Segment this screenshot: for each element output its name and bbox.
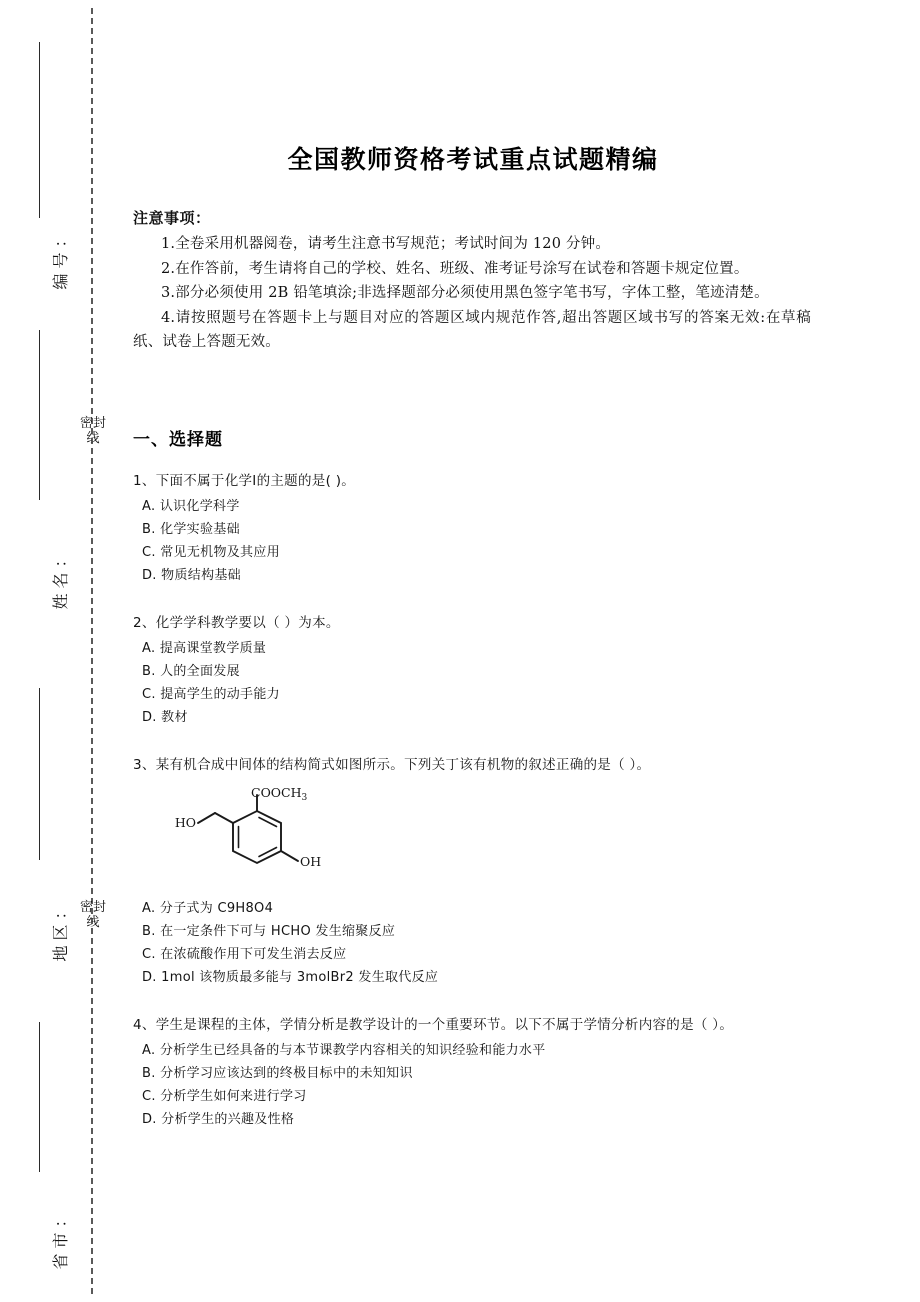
question-option[interactable]: B. 化学实验基础 xyxy=(142,522,240,537)
field-rule-diqu xyxy=(39,688,40,860)
structure-label-ester: $COOCH_3$ xyxy=(251,787,308,803)
notice-item: 4.请按照题号在答题卡上与题目对应的答题区域内规范作答,超出答题区域书写的答案无效:在草稿纸、试卷上答题无效。 xyxy=(133,309,811,350)
question-block xyxy=(133,754,811,989)
question-option[interactable]: C. 提高学生的动手能力 xyxy=(142,687,280,702)
question-option[interactable]: D. 分析学生的兴趣及性格 xyxy=(142,1112,295,1127)
question-option[interactable]: A. 分子式为 C9H8O4 xyxy=(142,901,274,916)
question-option[interactable]: A. 提高课堂教学质量 xyxy=(142,641,267,656)
field-label-diqu: 地区： xyxy=(51,898,70,962)
question-option[interactable]: C. 分析学生如何来进行学习 xyxy=(142,1089,307,1104)
question-option[interactable]: D. 物质结构基础 xyxy=(142,568,241,583)
question-block xyxy=(133,612,811,729)
field-label-bianhao: 编号： xyxy=(51,226,70,290)
notice-item: 1.全卷采用机器阅卷，请考生注意书写规范；考试时间为 120 分钟。 xyxy=(161,236,611,252)
question-option[interactable]: D. 教材 xyxy=(142,710,188,725)
question-option[interactable]: C. 在浓硫酸作用下可发生消去反应 xyxy=(142,947,347,962)
page-title: 全国教师资格考试重点试题精编 xyxy=(287,145,659,174)
question-block xyxy=(133,1014,811,1131)
question-option[interactable]: D. 1mol 该物质最多能与 3molBr2 发生取代反应 xyxy=(142,970,439,985)
question-option[interactable]: C. 常见无机物及其应用 xyxy=(142,545,280,560)
notice-heading: 注意事项： xyxy=(133,209,211,227)
seal-line-label-bottom: 密封线 xyxy=(80,900,107,930)
question-option[interactable]: A. 分析学生已经具备的与本节课教学内容相关的知识经验和能力水平 xyxy=(142,1043,546,1058)
question-option[interactable]: B. 人的全面发展 xyxy=(142,664,240,679)
field-rule-bianhao xyxy=(39,42,40,218)
question-option[interactable]: B. 在一定条件下可与 HCHO 发生缩聚反应 xyxy=(142,924,396,939)
option-list xyxy=(133,637,811,729)
seal-margin xyxy=(0,0,122,1302)
notice-item: 2.在作答前，考生请将自己的学校、姓名、班级、准考证号涂写在试卷和答题卡规定位置。 xyxy=(161,260,749,277)
field-label-xingming: 姓名： xyxy=(51,546,70,610)
seal-dashed-line xyxy=(91,8,93,1294)
section-heading: 一、选择题 xyxy=(133,430,223,450)
field-rule-shengshi xyxy=(39,1022,40,1172)
question-stem: 2、化学学科教学要以（ ）为本。 xyxy=(133,615,340,631)
question-stem: 4、学生是课程的主体，学情分析是教学设计的一个重要环节。以下不属于学情分析内容的是（ ）。 xyxy=(133,1017,734,1033)
option-list xyxy=(133,897,811,989)
question-stem: 1、下面不属于化学Ⅰ的主题的是( )。 xyxy=(133,473,356,489)
field-rule-xingming xyxy=(39,330,40,500)
seal-line-label-top: 密封线 xyxy=(80,416,107,446)
chemical-structure-diagram xyxy=(171,787,323,887)
question-list xyxy=(133,470,811,1156)
question-stem: 3、某有机合成中间体的结构简式如图所示。下列关丁该有机物的叙述正确的是（ ）。 xyxy=(133,757,651,773)
option-list xyxy=(133,495,811,587)
notice-list xyxy=(133,232,811,355)
question-option[interactable]: B. 分析学习应该达到的终极目标中的未知知识 xyxy=(142,1066,413,1081)
field-label-shengshi: 省市： xyxy=(51,1206,70,1270)
notice-item: 3.部分必须使用 2B 铅笔填涂;非选择题部分必须使用黑色签字笔书写，字体工整，笔迹清楚。 xyxy=(161,285,769,301)
option-list xyxy=(133,1039,811,1131)
structure-label-hydroxymethyl: HO xyxy=(174,815,196,830)
structure-label-phenol: OH xyxy=(300,854,322,869)
question-option[interactable]: A. 认识化学科学 xyxy=(142,499,240,514)
question-block xyxy=(133,470,811,587)
